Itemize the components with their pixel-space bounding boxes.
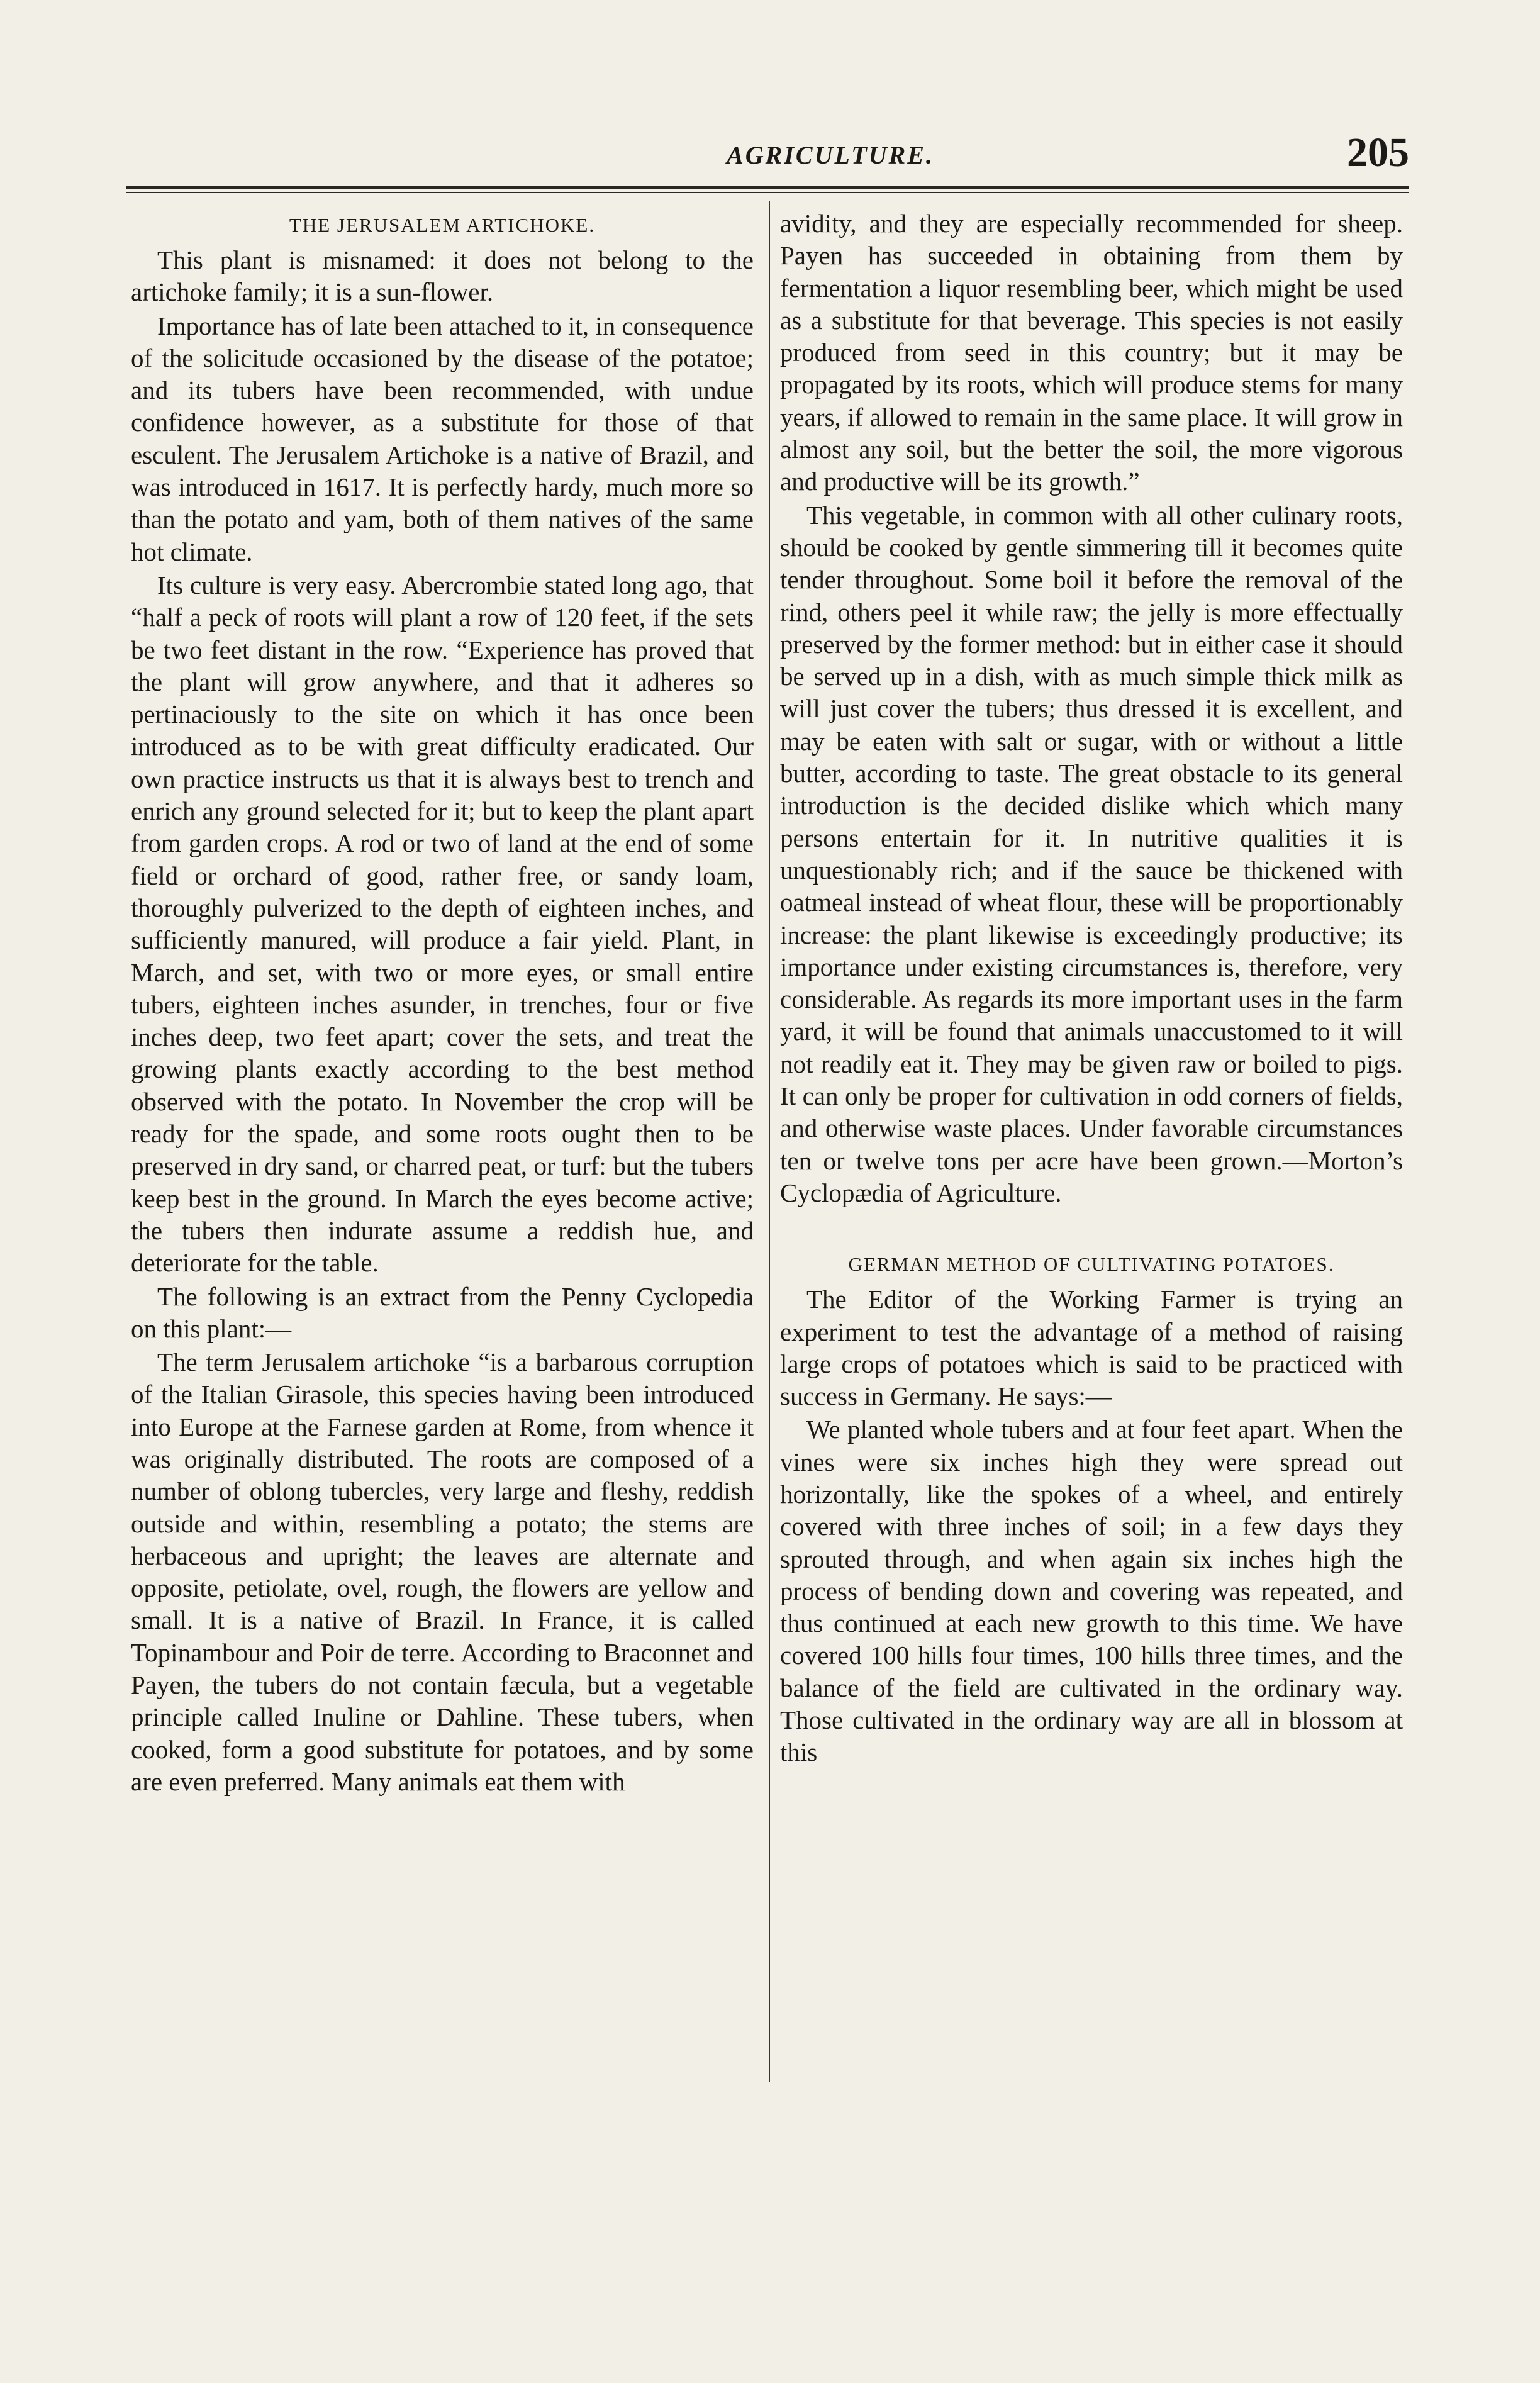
running-title: AGRICULTURE. bbox=[727, 141, 934, 169]
paragraph: This plant is misnamed: it does not belong to the artichoke family; it is a sun-flower. bbox=[131, 245, 754, 307]
column-divider bbox=[769, 201, 770, 2082]
header-rule bbox=[126, 186, 1409, 189]
paragraph: The following is an extract from the Penny Cyclopedia on this plant:— bbox=[131, 1281, 754, 1343]
paragraph: This vegetable, in common with all other culinary roots, should be cooked by gentle simmering till it becomes quite tender throughout. Some boil it before the removal of the rind, others peel it while raw; the jelly is more effectually preserved by the former method: but in either case it should be served up in a dish, with as much simple thick milk as will just cover the tubers; thus dressed it is excellent, and may be eaten with salt or sugar, with or without a little butter, according to taste. The great obstacle to its general introduction is the decided dislike which which many persons entertain for it. In nutritive qualities it is unquestionably rich; and if the sauce be thickened with oatmeal instead of wheat flour, these will be proportionably increase: the plant likewise is exceedingly productive; its importance under existing circumstances is, therefore, very considerable. As regards its more important uses in the farm yard, it will be found that animals unaccustomed to it will not readily eat it. They may be given raw or boiled to pigs. It can only be proper for cultivation in odd corners of fields, and otherwise waste places. Under favorable circumstances ten or twelve tons per acre have been grown.—Morton’s Cyclopædia of Agriculture. bbox=[780, 500, 1403, 1207]
paragraph: Its culture is very easy. Abercrombie stated long ago, that “half a peck of roots will plant a row of 120 feet, if the sets be two feet distant in the row. “Experience has proved that the plant will grow anywhere, and that it adheres so pertinaciously to the site on which it has once been introduced as to be with great difficulty eradicated. Our own practice instructs us that it is always best to trench and enrich any ground selected for it; but to keep the plant apart from garden crops. A rod or two of land at the end of some field or orchard of good, rather free, or sandy loam, thoroughly pulverized to the depth of eighteen inches, and sufficiently manured, will produce a fair yield. Plant, in March, and set, with two or more eyes, or small entire tubers, eighteen inches asunder, in trenches, four or five inches deep, two feet apart; cover the sets, and treat the growing plants exactly according to the best method observed with the potato. In November the crop will be ready for the spade, and some roots ought then to be preserved in dry sand, or charred peat, or turf: but the tubers keep best in the ground. In March the eyes become active; the tubers then indurate assume a reddish hue, and deteriorate for the table. bbox=[131, 570, 754, 1278]
paragraph: Importance has of late been attached to it, in consequence of the solicitude occasioned by the disease of the potatoe; and its tubers have been recommended, with undue confidence however, as a substitute for those of that esculent. The Jerusalem Artichoke is a native of Brazil, and was introduced in 1617. It is perfectly hardy, much more so than the potato and yam, both of them natives of the same hot climate. bbox=[131, 311, 754, 566]
page-number: 205 bbox=[1347, 130, 1409, 176]
section-heading-jerusalem-artichoke: THE JERUSALEM ARTICHOKE. bbox=[289, 214, 596, 236]
paragraph: The Editor of the Working Farmer is trying an experiment to test the advantage of a method of raising large crops of potatoes which is said to be practiced with success in Germany. He says:— bbox=[780, 1285, 1403, 1411]
running-head bbox=[126, 123, 1409, 192]
right-column bbox=[780, 208, 1403, 2101]
paragraph: We planted whole tubers and at four feet apart. When the vines were six inches high they were spread out horizontally, like the spokes of a wheel, and entirely covered with three inches of soil; in a few days they sprouted through, and when again six inches high the process of bending down and covering was repeated, and thus continued at each new growth to this time. We have covered 100 hills four times, 100 hills three times, and the balance of the field are cultivated in the ordinary way. Those cultivated in the ordinary way are all in blossom at this bbox=[780, 1415, 1403, 1767]
paragraph: avidity, and they are especially recommended for sheep. Payen has succeeded in obtaining from them by fermentation a liquor resembling beer, which might be used as a substitute for that beverage. This species is not easily produced from seed in this country; but it may be propagated by its roots, which will produce stems for many years, if allowed to remain in the same place. It will grow in almost any soil, but the better the soil, the more vigorous and productive will be its growth.” bbox=[780, 209, 1403, 496]
header-rule-thin bbox=[126, 192, 1409, 193]
left-column bbox=[131, 208, 754, 2101]
section-heading-german-method: GERMAN METHOD OF CULTIVATING POTATOES. bbox=[848, 1253, 1335, 1276]
paragraph: The term Jerusalem artichoke “is a barbarous corruption of the Italian Girasole, this species having been introduced into Europe at the Farnese garden at Rome, from whence it was originally distributed. The roots are composed of a number of oblong tubercles, very large and fleshy, reddish outside and within, resembling a potato; the stems are herbaceous and upright; the leaves are alternate and opposite, petiolate, ovel, rough, the flowers are yellow and small. It is a native of Brazil. In France, it is called Topinambour and Poir de terre. According to Braconnet and Payen, the tubers do not contain fæcula, but a vegetable principle called Inuline or Dahline. These tubers, when cooked, form a good substitute for potatoes, and by some are even preferred. Many animals eat them with bbox=[131, 1348, 754, 1796]
